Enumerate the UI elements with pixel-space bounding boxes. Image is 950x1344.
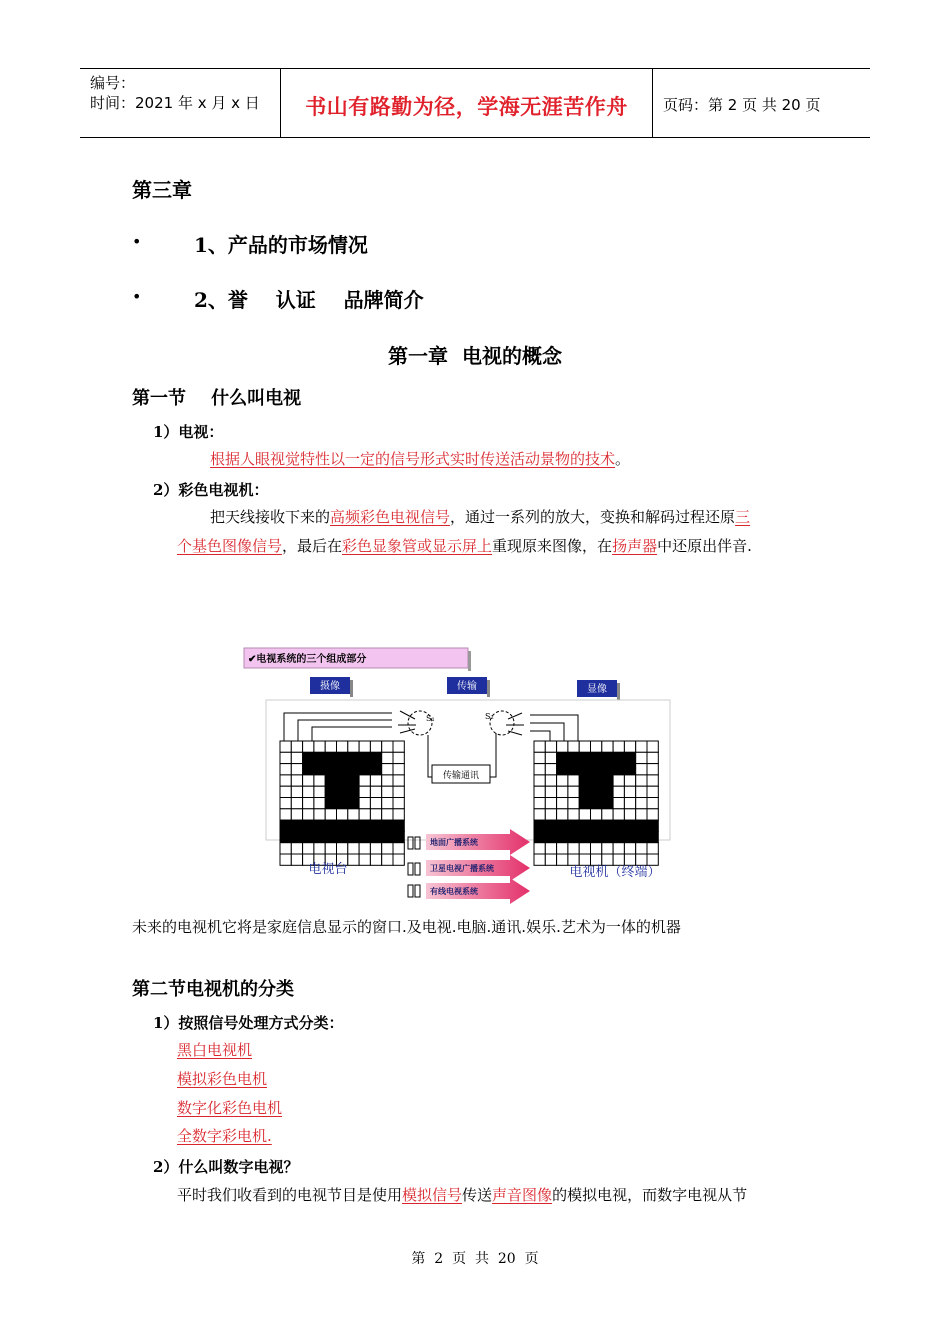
grid-cell — [370, 764, 381, 775]
grid-cell — [370, 741, 381, 752]
grid-cell — [359, 775, 370, 786]
grid-cell — [613, 775, 624, 786]
grid-cell — [568, 764, 579, 775]
digital-text-1: 平时我们收看到的电视节目是使用 — [177, 1186, 403, 1204]
grid-cell — [568, 786, 579, 797]
grid-cell — [359, 741, 370, 752]
grid-cell — [370, 831, 381, 842]
grid-cell — [613, 764, 624, 775]
grid-cell — [545, 798, 556, 809]
grid-cell — [359, 752, 370, 763]
grid-cell — [291, 843, 302, 854]
grid-cell — [647, 741, 658, 752]
grid-cell — [591, 854, 602, 865]
diagram-svg — [240, 645, 680, 905]
grid-cell — [591, 775, 602, 786]
grid-cell — [359, 809, 370, 820]
grid-cell — [534, 786, 545, 797]
grid-cell — [382, 854, 393, 865]
grid-cell — [314, 741, 325, 752]
grid-cell — [579, 843, 590, 854]
grid-cell — [557, 775, 568, 786]
future-text: 未来的电视机它将是家庭信息显示的窗口.及电视.电脑.通讯.娱乐.艺术为一体的机器 — [132, 918, 681, 936]
arrow-cable-label: 有线电视系统 — [430, 886, 478, 896]
grid-cell — [303, 798, 314, 809]
grid-cell — [348, 854, 359, 865]
def2-red-2a: 三 — [735, 508, 751, 526]
grid-cell — [291, 775, 302, 786]
def2-text-5: 中还原出伴音. — [657, 537, 752, 555]
grid-cell — [280, 854, 291, 865]
grid-cell — [534, 820, 545, 831]
grid-cell — [291, 809, 302, 820]
grid-cell — [624, 820, 635, 831]
grid-cell — [647, 843, 658, 854]
grid-cell — [337, 764, 348, 775]
grid-cell — [291, 798, 302, 809]
grid-cell — [534, 854, 545, 865]
header-page-cell — [653, 69, 870, 137]
grid-cell — [579, 786, 590, 797]
grid-cell — [545, 820, 556, 831]
grid-cell — [613, 809, 624, 820]
grid-cell — [314, 843, 325, 854]
grid-cell — [534, 831, 545, 842]
grid-cell — [557, 854, 568, 865]
grid-cell — [557, 809, 568, 820]
def2-label: 2）彩色电视机： — [153, 481, 269, 499]
grid-cell — [602, 843, 613, 854]
grid-cell — [534, 798, 545, 809]
def1-line — [210, 445, 630, 474]
grid-cell — [591, 786, 602, 797]
grid-cell — [382, 831, 393, 842]
grid-cell — [382, 798, 393, 809]
grid-cell — [545, 764, 556, 775]
grid-cell — [579, 798, 590, 809]
grid-cell — [624, 798, 635, 809]
grid-cell — [303, 809, 314, 820]
digital-text-2: 传送 — [462, 1186, 493, 1204]
digital-red-1: 模拟信号 — [402, 1186, 463, 1204]
grid-cell — [314, 820, 325, 831]
grid-cell — [337, 775, 348, 786]
grid-cell — [624, 741, 635, 752]
section2-sub2: 2）什么叫数字电视？ — [153, 1158, 299, 1176]
def2-text-4: 重现原来图像，在 — [492, 537, 613, 555]
grid-cell — [579, 854, 590, 865]
grid-cell — [393, 809, 404, 820]
grid-cell — [579, 809, 590, 820]
grid-cell — [325, 843, 336, 854]
grid-cell — [568, 741, 579, 752]
header-meta-cell — [80, 69, 281, 137]
tv-system-diagram — [240, 645, 680, 905]
grid-cell — [624, 764, 635, 775]
def2-text-2: ，通过一系列的放大，变换和解码过程还原 — [450, 508, 736, 526]
grid-cell — [568, 752, 579, 763]
grid-cell — [568, 843, 579, 854]
grid-cell — [280, 798, 291, 809]
grid-cell — [337, 843, 348, 854]
grid-cell — [370, 854, 381, 865]
grid-cell — [280, 809, 291, 820]
chapter1-title: 第一章 电视的概念 — [388, 344, 562, 368]
digital-tv-line — [177, 1181, 747, 1210]
grid-cell — [382, 741, 393, 752]
grid-cell — [348, 741, 359, 752]
grid-cell — [613, 798, 624, 809]
grid-cell — [348, 843, 359, 854]
grid-cell — [314, 786, 325, 797]
grid-cell — [624, 843, 635, 854]
grid-cell — [545, 854, 556, 865]
s2-label: S₂ — [485, 712, 494, 721]
grid-cell — [624, 854, 635, 865]
grid-cell — [314, 809, 325, 820]
def2-red-4: 扬声器 — [612, 537, 658, 555]
grid-cell — [647, 786, 658, 797]
grid-cell — [325, 775, 336, 786]
grid-cell — [557, 843, 568, 854]
grid-cell — [647, 831, 658, 842]
grid-cell — [636, 786, 647, 797]
section2-sub1: 1）按照信号处理方式分类： — [153, 1014, 344, 1032]
grid-cell — [534, 764, 545, 775]
grid-cell — [280, 786, 291, 797]
grid-cell — [636, 741, 647, 752]
grid-cell — [557, 764, 568, 775]
station-label: 电视台 — [308, 862, 348, 877]
grid-cell — [557, 752, 568, 763]
grid-cell — [348, 752, 359, 763]
grid-cell — [545, 741, 556, 752]
grid-cell — [557, 831, 568, 842]
grid-cell — [647, 798, 658, 809]
grid-cell — [636, 798, 647, 809]
left-pixel-grid — [280, 741, 404, 865]
grid-cell — [303, 843, 314, 854]
capture-box-shadow — [350, 680, 353, 697]
grid-cell — [557, 786, 568, 797]
grid-cell — [359, 798, 370, 809]
grid-cell — [602, 809, 613, 820]
display-label: 显像 — [587, 684, 607, 695]
grid-cell — [579, 741, 590, 752]
grid-cell — [602, 752, 613, 763]
transmit-label: 传输 — [457, 681, 477, 692]
grid-cell — [370, 786, 381, 797]
grid-cell — [534, 843, 545, 854]
grid-cell — [280, 820, 291, 831]
header-motto-cell — [281, 69, 653, 137]
section2-title: 第二节电视机的分类 — [132, 979, 294, 1000]
grid-cell — [613, 831, 624, 842]
digital-text-3: 的模拟电视，而数字电视从节 — [552, 1186, 748, 1204]
grid-cell — [591, 741, 602, 752]
grid-cell — [303, 764, 314, 775]
time-label: 时间：2021 年 x 月 x 日 — [90, 94, 260, 112]
grid-cell — [602, 741, 613, 752]
digital-red-2: 声音图像 — [492, 1186, 553, 1204]
number-label: 编号： — [90, 74, 136, 92]
grid-cell — [613, 741, 624, 752]
grid-cell — [534, 741, 545, 752]
type-item-1: 黑白电视机 — [177, 1041, 253, 1059]
def2-line2 — [177, 532, 752, 561]
grid-cell — [602, 764, 613, 775]
def2-red-3: 彩色显象管或显示屏上 — [342, 537, 493, 555]
grid-cell — [303, 786, 314, 797]
grid-cell — [303, 831, 314, 842]
grid-cell — [613, 843, 624, 854]
grid-cell — [359, 764, 370, 775]
grid-cell — [591, 798, 602, 809]
grid-cell — [303, 775, 314, 786]
grid-cell — [291, 764, 302, 775]
grid-cell — [393, 798, 404, 809]
grid-cell — [370, 798, 381, 809]
display-box-shadow — [617, 683, 620, 700]
grid-cell — [591, 752, 602, 763]
bullet-1: • — [132, 232, 142, 251]
grid-cell — [280, 831, 291, 842]
grid-cell — [613, 786, 624, 797]
grid-cell — [393, 831, 404, 842]
grid-cell — [591, 843, 602, 854]
grid-cell — [393, 775, 404, 786]
grid-cell — [393, 854, 404, 865]
grid-cell — [325, 752, 336, 763]
arrow-satellite-label: 卫星电视广播系统 — [430, 863, 494, 873]
grid-cell — [280, 752, 291, 763]
def2-line1 — [210, 503, 750, 532]
grid-cell — [337, 786, 348, 797]
grid-cell — [359, 843, 370, 854]
section1-title: 第一节 什么叫电视 — [132, 388, 302, 409]
tv-label: 电视机（终端） — [569, 865, 661, 880]
grid-cell — [280, 775, 291, 786]
def2-red-1: 高频彩色电视信号 — [330, 508, 451, 526]
grid-cell — [303, 741, 314, 752]
grid-cell — [393, 786, 404, 797]
grid-cell — [280, 741, 291, 752]
grid-cell — [325, 741, 336, 752]
grid-cell — [314, 752, 325, 763]
grid-cell — [393, 843, 404, 854]
grid-cell — [534, 752, 545, 763]
type-item-4: 全数字彩电机. — [177, 1127, 272, 1145]
grid-cell — [325, 809, 336, 820]
grid-cell — [568, 854, 579, 865]
capture-label: 摄像 — [320, 681, 340, 692]
grid-cell — [291, 786, 302, 797]
grid-cell — [545, 831, 556, 842]
grid-cell — [382, 820, 393, 831]
grid-cell — [636, 764, 647, 775]
grid-cell — [534, 809, 545, 820]
grid-cell — [370, 820, 381, 831]
grid-cell — [370, 843, 381, 854]
arrow-terrestrial-label: 地面广播系统 — [430, 837, 478, 847]
grid-cell — [291, 854, 302, 865]
grid-cell — [647, 764, 658, 775]
page-info: 页码：第 2 页 共 20 页 — [663, 96, 821, 114]
grid-cell — [636, 843, 647, 854]
grid-cell — [370, 809, 381, 820]
right-caption: 电光转换 — [577, 828, 615, 838]
chapter3-heading: 第三章 — [132, 178, 192, 202]
grid-cell — [557, 820, 568, 831]
toc-item-2: 2、誉 认证 品牌简介 — [194, 288, 424, 312]
banner-text: ✔电视系统的三个组成部分 — [248, 654, 367, 665]
type-item-2: 模拟彩色电机 — [177, 1070, 268, 1088]
grid-cell — [337, 798, 348, 809]
grid-cell — [337, 741, 348, 752]
grid-cell — [382, 809, 393, 820]
grid-cell — [303, 820, 314, 831]
grid-cell — [647, 775, 658, 786]
grid-cell — [314, 764, 325, 775]
grid-cell — [636, 831, 647, 842]
grid-cell — [602, 786, 613, 797]
grid-cell — [568, 775, 579, 786]
transmit-comm-label: 传输通讯 — [442, 771, 480, 781]
def2-red-2b: 个基色图像信号 — [177, 537, 283, 555]
bullet-2: • — [132, 287, 142, 306]
grid-cell — [370, 752, 381, 763]
grid-cell — [624, 786, 635, 797]
grid-cell — [624, 752, 635, 763]
grid-cell — [393, 752, 404, 763]
transmit-box-shadow — [487, 680, 490, 697]
grid-cell — [624, 775, 635, 786]
grid-cell — [613, 820, 624, 831]
grid-cell — [602, 775, 613, 786]
grid-cell — [280, 764, 291, 775]
grid-cell — [382, 843, 393, 854]
grid-cell — [579, 775, 590, 786]
grid-cell — [348, 809, 359, 820]
grid-cell — [636, 854, 647, 865]
grid-cell — [568, 809, 579, 820]
grid-cell — [636, 775, 647, 786]
grid-cell — [613, 752, 624, 763]
grid-cell — [636, 752, 647, 763]
grid-cell — [325, 764, 336, 775]
banner-shadow — [468, 651, 471, 671]
arrow-satellite — [408, 855, 530, 881]
grid-cell — [568, 798, 579, 809]
grid-cell — [291, 741, 302, 752]
grid-cell — [591, 764, 602, 775]
grid-cell — [382, 764, 393, 775]
grid-cell — [382, 775, 393, 786]
def2-text-3: ，最后在 — [282, 537, 343, 555]
grid-cell — [359, 854, 370, 865]
grid-cell — [557, 741, 568, 752]
grid-cell — [337, 809, 348, 820]
s1-label: S₁ — [426, 714, 435, 723]
right-pixel-grid — [534, 741, 658, 865]
grid-cell — [624, 809, 635, 820]
grid-cell — [291, 820, 302, 831]
grid-cell — [370, 775, 381, 786]
type-item-3: 数字化彩色电机 — [177, 1099, 283, 1117]
header-table — [80, 68, 870, 138]
grid-cell — [647, 854, 658, 865]
grid-cell — [337, 752, 348, 763]
grid-cell — [545, 809, 556, 820]
grid-cell — [348, 775, 359, 786]
grid-cell — [325, 786, 336, 797]
grid-cell — [382, 786, 393, 797]
grid-cell — [545, 786, 556, 797]
grid-cell — [348, 798, 359, 809]
grid-cell — [291, 752, 302, 763]
grid-cell — [647, 809, 658, 820]
grid-cell — [314, 831, 325, 842]
grid-cell — [382, 752, 393, 763]
def1-end: 。 — [615, 450, 631, 468]
grid-cell — [557, 798, 568, 809]
grid-cell — [314, 775, 325, 786]
grid-cell — [613, 854, 624, 865]
left-caption: 光电转换 — [326, 828, 364, 838]
grid-cell — [647, 752, 658, 763]
grid-cell — [348, 764, 359, 775]
grid-cell — [545, 752, 556, 763]
grid-cell — [303, 752, 314, 763]
grid-cell — [325, 798, 336, 809]
grid-cell — [636, 820, 647, 831]
toc-item-1: 1、产品的市场情况 — [194, 233, 368, 257]
grid-cell — [647, 820, 658, 831]
def1-label: 1）电视： — [153, 423, 224, 441]
grid-cell — [602, 854, 613, 865]
grid-cell — [534, 775, 545, 786]
grid-cell — [280, 843, 291, 854]
grid-cell — [591, 809, 602, 820]
arrow-cable — [408, 878, 530, 904]
grid-cell — [624, 831, 635, 842]
grid-cell — [393, 741, 404, 752]
def1-text: 根据人眼视觉特性以一定的信号形式实时传送活动景物的技术 — [210, 450, 616, 468]
grid-cell — [636, 809, 647, 820]
grid-cell — [545, 775, 556, 786]
grid-cell — [579, 752, 590, 763]
grid-cell — [579, 764, 590, 775]
grid-cell — [393, 764, 404, 775]
def2-text-1: 把天线接收下来的 — [210, 508, 331, 526]
grid-cell — [545, 843, 556, 854]
grid-cell — [314, 798, 325, 809]
motto: 书山有路勤为径，学海无涯苦作舟 — [305, 94, 628, 119]
grid-cell — [602, 798, 613, 809]
grid-cell — [348, 786, 359, 797]
page-footer: 第 2 页 共 20 页 — [411, 1251, 539, 1267]
grid-cell — [359, 786, 370, 797]
grid-cell — [291, 831, 302, 842]
grid-cell — [393, 820, 404, 831]
